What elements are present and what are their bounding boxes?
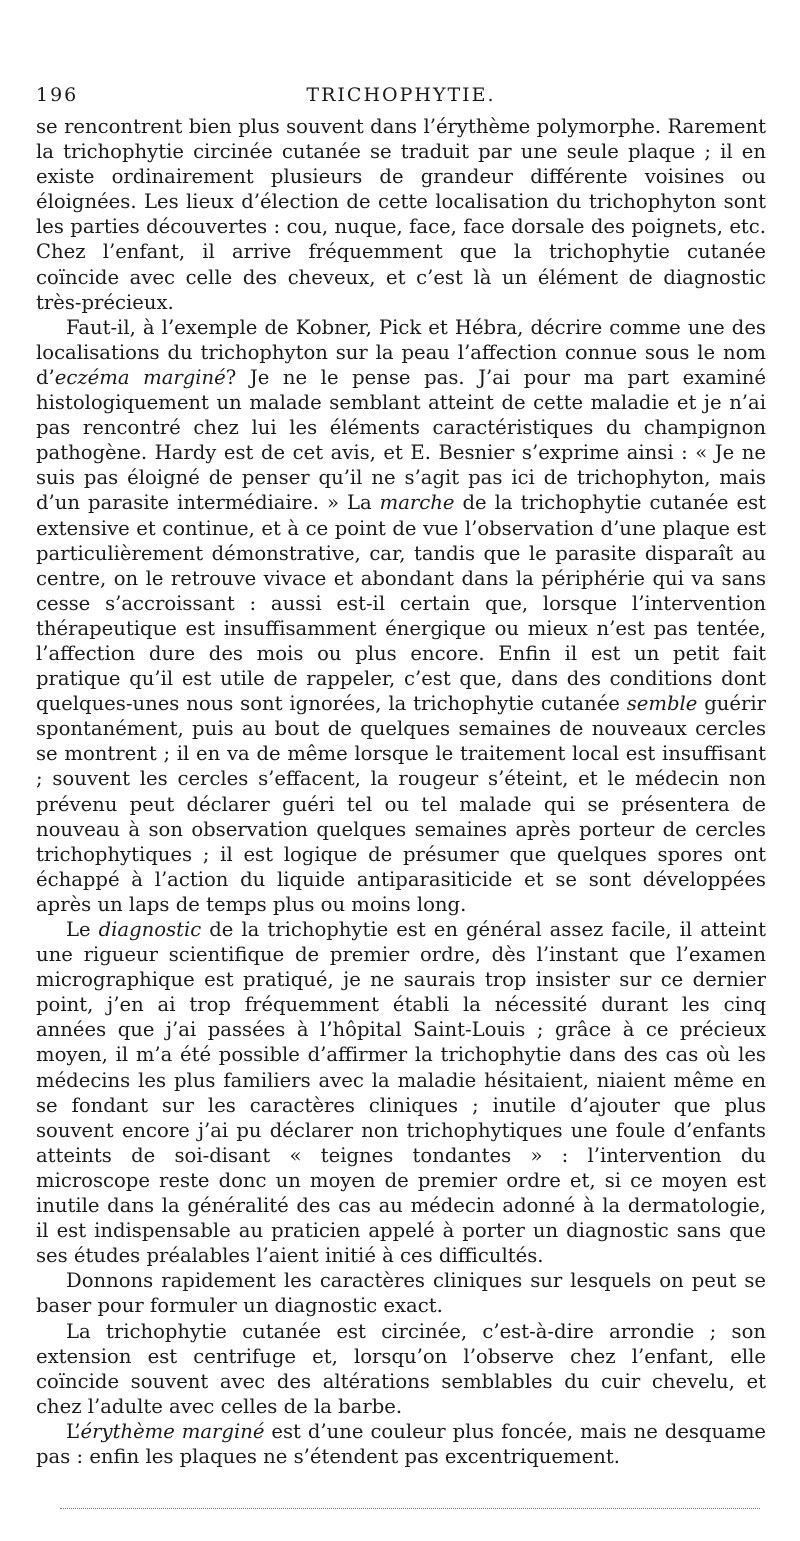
paragraph-1: se rencontrent bien plus souvent dans l’érythème polymorphe. Rarement la trichophytie circinée cutanée se traduit par une seule plaque ; il en existe ordinairement plusieurs de grandeur différente voisines ou éloignées. Les lieux d’élection de cette localisation du trichophyton sont les parties découvertes : cou, nuque, face, face dorsale des poignets, etc. Chez l’enfant, il arrive fréquemment que la trichophytie cutanée coïncide avec celle des cheveux, et c’est là un élément de diagnostic très-précieux. <box>36 115 766 314</box>
p3-text-a: Le <box>66 918 99 941</box>
p6-italic-erytheme: érythème marginé <box>80 1419 265 1443</box>
p6-text-c: est d’une couleur plus foncée, mais ne desquame pas : enfin les plaques ne s’étendent pas excentriquement. <box>36 1419 766 1468</box>
running-title: TRICHOPHYTIE. <box>306 84 496 106</box>
p2-text-g: guérir spontanément, puis au bout de quelques semaines de nouveaux cercles se montrent ; il en va de même lorsque le traitement local est insuffisant ; souvent les cercles s’effacent, la rougeur s’éteint, et le médecin non prévenu peut déclarer guéri tel ou tel malade qui se présentera de nouveau à son observation quelques semaines après porteur de cercles trichophytiques ; il est logique de présumer que quelques spores ont échappé à l’action du liquide antiparasiticide et se sont développées après un laps de temps plus ou moins long. <box>36 692 766 916</box>
paragraph-5: La trichophytie cutanée est circinée, c’est-à-dire arrondie ; son extension est centrifuge et, lorsqu’on l’observe chez l’enfant, elle coïncide souvent avec des altérations semblables du cuir chevelu, et chez l’adulte avec celles de la barbe. <box>36 1319 766 1418</box>
paragraph-3 <box>36 917 766 1268</box>
p6-text-a: L’ <box>66 1419 81 1443</box>
p2-text-a: Faut-il, à l’exemple de Kobner, Pick et Hébra, décrire comme une des localisations du trichophyton sur la peau l’affection connue sous le nom d’ <box>36 315 766 389</box>
footer-dotted-rule <box>60 1508 760 1509</box>
paragraph-6 <box>36 1419 766 1469</box>
p3-text-c: de la trichophytie est en général assez facile, il atteint une rigueur scientifique de premier ordre, dès l’instant que l’examen micrographique est pratiqué, je ne saurais trop insister sur ce dernier point, j’en ai trop fréquemment établi la nécessité durant les cinq années que j’ai passées à l’hôpital Saint-Louis ; grâce à ce précieux moyen, il m’a été possible d’affirmer la trichophytie dans des cas où les médecins les plus familiers avec la maladie hésitaient, niaient même en se fondant sur les caractères cliniques ; inutile d’ajouter que plus souvent encore j’ai pu déclarer non trichophytiques une foule d’enfants atteints de soi-disant « teignes tondantes » : l’intervention du microscope reste donc un moyen de premier ordre et, si ce moyen est inutile dans la généralité des cas au médecin adonné à la dermatologie, il est indispensable au praticien appelé à porter un diagnostic sans que ses études préalables l’aient initié à ces difficultés. <box>36 918 766 1268</box>
p2-italic-eczema: eczéma marginé <box>54 365 226 389</box>
page-header <box>36 84 766 114</box>
p3-italic-diagnostic: diagnostic <box>98 918 202 941</box>
p2-italic-semble: semble <box>626 692 698 716</box>
p2-text-e: de la trichophytie cutanée est extensive et continue, et à ce point de vue l’observation d’une plaque est particulièrement démonstrative, car, tandis que le parasite disparaît au centre, on le retrouve vivace et abondant dans la périphérie qui va sans cesse s’accroissant : aussi est-il certain que, lorsque l’intervention thérapeutique est insuffisamment énergique ou mieux n’est pas tentée, l’affection dure des mois ou plus encore. Enfin il est un petit fait pratique qu’il est utile de rappeler, c’est que, dans des conditions dont quelques-unes nous sont ignorées, la trichophytie cutanée <box>36 491 766 716</box>
p2-text-c: ? Je ne le pense pas. J’ai pour ma part examiné histologiquement un malade semblant atteint de cette maladie et je n’ai pas rencontré chez lui les éléments caractéristiques du champignon pathogène. Hardy est de cet avis, et E. Besnier s’exprime ainsi : « Je ne suis pas éloigné de penser qu’il ne s’agit pas ici de trichophyton, mais d’un parasite intermédiaire. » La <box>36 365 766 515</box>
body-text <box>36 114 766 1469</box>
p2-italic-marche: marche <box>379 491 455 515</box>
page-number: 196 <box>36 84 79 106</box>
paragraph-2 <box>36 315 766 917</box>
paragraph-4: Donnons rapidement les caractères cliniques sur lesquels on peut se baser pour formuler un diagnostic exact. <box>36 1269 766 1318</box>
